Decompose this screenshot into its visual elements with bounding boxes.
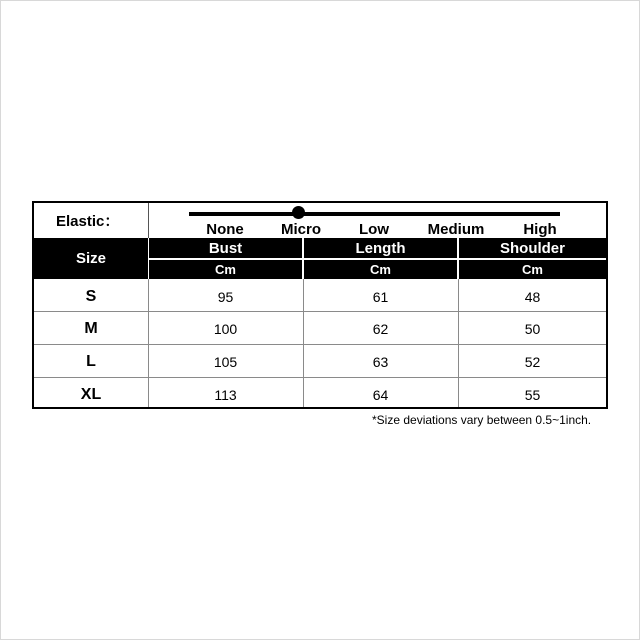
bust-m: 100 (213, 320, 238, 337)
elastic-level-medium: Medium (427, 221, 485, 238)
shoulder-xl: 55 (524, 386, 541, 403)
elastic-level-micro: Micro (280, 221, 322, 238)
shoulder-column-header: Shoulder (459, 238, 606, 258)
shoulder-unit: Cm (459, 260, 606, 279)
elastic-scale-bar (189, 212, 560, 216)
size-m: M (84, 319, 98, 337)
shoulder-s: 48 (524, 288, 541, 305)
bust-column-header: Bust (149, 238, 302, 258)
bust-l: 105 (213, 353, 238, 370)
size-l: L (86, 352, 96, 370)
size-deviation-note: *Size deviations vary between 0.5~1inch. (372, 413, 592, 427)
size-column-header: Size (34, 238, 148, 279)
elastic-indicator-dot (292, 206, 305, 219)
shoulder-l: 52 (524, 353, 541, 370)
length-xl: 64 (372, 386, 389, 403)
bust-xl: 113 (214, 386, 237, 403)
length-column-header: Length (304, 238, 457, 258)
bust-unit: Cm (149, 260, 302, 279)
size-xl: XL (80, 385, 102, 403)
elastic-level-none: None (206, 221, 244, 238)
shoulder-m: 50 (524, 320, 541, 337)
length-s: 61 (372, 288, 389, 305)
size-chart (32, 201, 608, 409)
length-m: 62 (372, 320, 389, 337)
length-l: 63 (372, 353, 389, 370)
size-s: S (85, 287, 97, 305)
elastic-scale (148, 203, 609, 238)
elastic-level-high: High (523, 221, 557, 238)
bust-s: 95 (217, 288, 234, 305)
elastic-label: Elastic： (56, 213, 120, 230)
length-unit: Cm (304, 260, 457, 279)
elastic-level-low: Low (359, 221, 389, 238)
